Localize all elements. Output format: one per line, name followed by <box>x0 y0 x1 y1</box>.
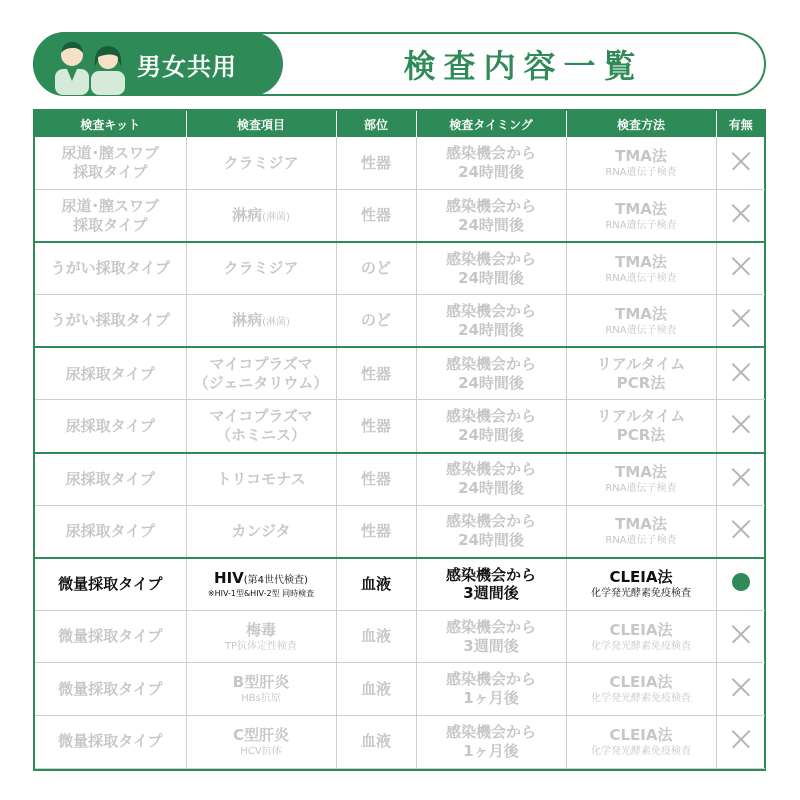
method-detail: 化学発光酵素免疫検査 <box>591 640 691 652</box>
table-row <box>35 716 765 769</box>
item-cell <box>186 716 336 769</box>
availability-cell <box>716 295 765 348</box>
table-row <box>35 663 765 716</box>
kit-cell: 尿道･膣スワブ 採取タイプ <box>35 137 186 190</box>
site-cell: のど <box>336 295 416 348</box>
method-detail: RNA遺伝子検査 <box>605 324 677 336</box>
item-note: HCV抗体 <box>240 745 282 757</box>
kit-cell: うがい採取タイプ <box>35 295 186 348</box>
item-cell <box>186 190 336 243</box>
item-qualifier: (淋菌) <box>262 212 290 224</box>
availability-cell <box>716 558 765 611</box>
method-detail: RNA遺伝子検査 <box>605 482 677 494</box>
kit-cell: 尿採取タイプ <box>35 400 186 453</box>
item-cell <box>186 663 336 716</box>
method-detail: 化学発光酵素免疫検査 <box>591 745 691 757</box>
column-header: 検査タイミング <box>416 111 566 137</box>
item-name: カンジタ <box>231 521 291 540</box>
table-row <box>35 190 765 243</box>
site-cell: 血液 <box>336 610 416 663</box>
method-name: CLEIA法 <box>609 673 673 692</box>
kit-cell: 尿採取タイプ <box>35 453 186 506</box>
method-cell <box>566 137 716 190</box>
page-title: 検査内容一覧 <box>403 47 644 85</box>
column-header: 検査項目 <box>186 111 336 137</box>
table-body <box>35 137 765 768</box>
test-table <box>33 109 766 771</box>
method-cell <box>566 347 716 400</box>
timing-cell: 感染機会から 24時間後 <box>416 347 566 400</box>
item-name: クラミジア <box>223 153 299 172</box>
method-detail: RNA遺伝子検査 <box>605 166 677 178</box>
method-name: リアルタイム PCR法 <box>596 407 686 445</box>
method-cell <box>566 610 716 663</box>
method-cell <box>566 295 716 348</box>
availability-cell <box>716 663 765 716</box>
item-name: クラミジア <box>223 259 299 278</box>
item-qualifier: (淋菌) <box>262 317 290 329</box>
method-name: TMA法 <box>615 515 667 534</box>
method-cell <box>566 558 716 611</box>
method-cell <box>566 663 716 716</box>
kit-cell: うがい採取タイプ <box>35 242 186 295</box>
availability-cell <box>716 347 765 400</box>
item-cell <box>186 295 336 348</box>
method-cell <box>566 190 716 243</box>
cross-icon <box>732 415 750 433</box>
cross-icon <box>732 309 750 327</box>
kit-cell: 尿採取タイプ <box>35 347 186 400</box>
item-cell <box>186 347 336 400</box>
availability-cell <box>716 716 765 769</box>
kit-cell: 微量採取タイプ <box>35 610 186 663</box>
table-row <box>35 453 765 506</box>
table-row <box>35 137 765 190</box>
kit-cell: 尿採取タイプ <box>35 505 186 558</box>
site-cell: 血液 <box>336 716 416 769</box>
dot-icon <box>732 573 750 591</box>
method-name: CLEIA法 <box>609 620 673 639</box>
cross-icon <box>732 520 750 538</box>
site-cell: 血液 <box>336 558 416 611</box>
kit-cell: 微量採取タイプ <box>35 716 186 769</box>
item-cell <box>186 453 336 506</box>
item-cell <box>186 137 336 190</box>
timing-cell: 感染機会から 24時間後 <box>416 400 566 453</box>
column-header: 検査方法 <box>566 111 716 137</box>
item-cell <box>186 558 336 611</box>
column-header: 有無 <box>716 111 765 137</box>
method-detail: RNA遺伝子検査 <box>605 272 677 284</box>
cross-icon <box>732 730 750 748</box>
cross-icon <box>732 625 750 643</box>
method-name: CLEIA法 <box>609 568 673 587</box>
cross-icon <box>732 204 750 222</box>
item-cell <box>186 242 336 295</box>
site-cell: 性器 <box>336 400 416 453</box>
method-name: TMA法 <box>615 304 667 323</box>
item-name: 淋病 <box>232 206 263 225</box>
site-cell: のど <box>336 242 416 295</box>
badge-label: 男女共用 <box>137 52 237 81</box>
table-row <box>35 610 765 663</box>
availability-cell <box>716 610 765 663</box>
method-cell <box>566 242 716 295</box>
cross-icon <box>732 152 750 170</box>
cross-icon <box>732 363 750 381</box>
item-name: マイコプラズマ （ジェニタリウム） <box>193 355 329 392</box>
site-cell: 性器 <box>336 347 416 400</box>
table-row <box>35 400 765 453</box>
availability-cell <box>716 400 765 453</box>
method-cell <box>566 453 716 506</box>
table-header-row <box>35 111 765 137</box>
method-cell <box>566 505 716 558</box>
site-cell: 性器 <box>336 505 416 558</box>
kit-cell: 尿道･膣スワブ 採取タイプ <box>35 190 186 243</box>
availability-cell <box>716 453 765 506</box>
timing-cell: 感染機会から 24時間後 <box>416 505 566 558</box>
cross-icon <box>732 468 750 486</box>
timing-cell: 感染機会から 24時間後 <box>416 295 566 348</box>
column-header: 検査キット <box>35 111 186 137</box>
timing-cell: 感染機会から 24時間後 <box>416 453 566 506</box>
kit-cell: 微量採取タイプ <box>35 558 186 611</box>
table-row <box>35 505 765 558</box>
column-header: 部位 <box>336 111 416 137</box>
availability-cell <box>716 137 765 190</box>
item-name: HIV <box>214 569 244 588</box>
item-qualifier: (第4世代検査) <box>243 575 308 587</box>
item-note: HBs抗原 <box>241 693 281 705</box>
method-cell <box>566 400 716 453</box>
site-cell: 性器 <box>336 190 416 243</box>
item-name: トリコモナス <box>216 469 306 488</box>
method-name: TMA法 <box>615 199 667 218</box>
item-note: ※HIV-1型&HIV-2型 同時検査 <box>207 589 315 599</box>
unisex-badge <box>33 32 283 96</box>
site-cell: 性器 <box>336 137 416 190</box>
cross-icon <box>732 257 750 275</box>
method-name: TMA法 <box>615 147 667 166</box>
item-name: 淋病 <box>232 311 263 330</box>
item-cell <box>186 610 336 663</box>
availability-cell <box>716 242 765 295</box>
couple-icon <box>51 37 131 95</box>
method-detail: 化学発光酵素免疫検査 <box>591 693 691 705</box>
site-cell: 性器 <box>336 453 416 506</box>
item-note: TP抗体定性検査 <box>224 640 298 652</box>
item-name: C型肝炎 <box>232 725 289 744</box>
kit-cell: 微量採取タイプ <box>35 663 186 716</box>
method-name: リアルタイム PCR法 <box>596 355 686 392</box>
item-name: B型肝炎 <box>232 673 290 692</box>
timing-cell: 感染機会から 24時間後 <box>416 242 566 295</box>
method-name: TMA法 <box>615 463 667 482</box>
timing-cell: 感染機会から 3週間後 <box>416 610 566 663</box>
table-row <box>35 242 765 295</box>
method-detail: 化学発光酵素免疫検査 <box>591 588 691 600</box>
table-row <box>35 295 765 348</box>
table-row <box>35 558 765 611</box>
timing-cell: 感染機会から 3週間後 <box>416 558 566 611</box>
method-name: CLEIA法 <box>609 725 673 744</box>
method-detail: RNA遺伝子検査 <box>605 535 677 547</box>
availability-cell <box>716 505 765 558</box>
cross-icon <box>732 678 750 696</box>
header-banner <box>33 32 766 96</box>
availability-cell <box>716 190 765 243</box>
item-cell <box>186 400 336 453</box>
timing-cell: 感染機会から 1ヶ月後 <box>416 716 566 769</box>
item-name: マイコプラズマ （ホミニス） <box>209 407 313 445</box>
method-detail: RNA遺伝子検査 <box>605 219 677 231</box>
site-cell: 血液 <box>336 663 416 716</box>
table-row <box>35 347 765 400</box>
timing-cell: 感染機会から 1ヶ月後 <box>416 663 566 716</box>
method-cell <box>566 716 716 769</box>
item-name: 梅毒 <box>245 620 276 639</box>
method-name: TMA法 <box>615 252 667 271</box>
item-cell <box>186 505 336 558</box>
timing-cell: 感染機会から 24時間後 <box>416 137 566 190</box>
timing-cell: 感染機会から 24時間後 <box>416 190 566 243</box>
